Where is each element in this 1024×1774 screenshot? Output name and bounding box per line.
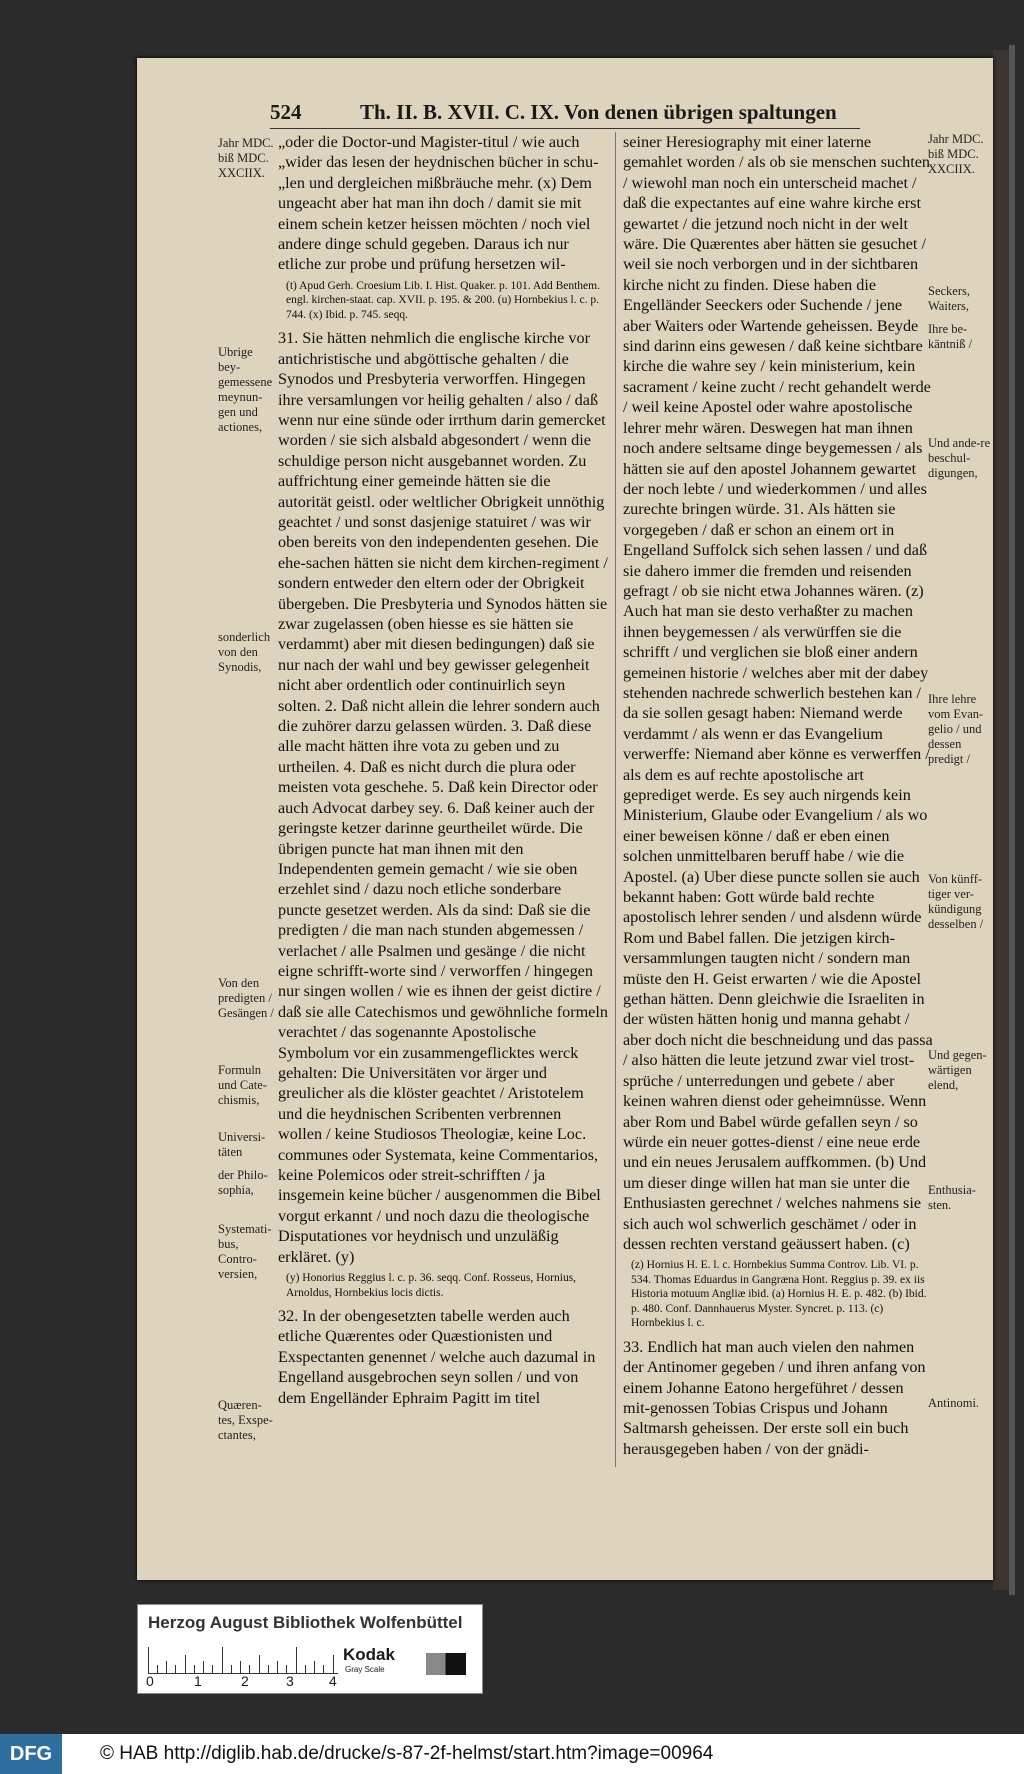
right-margin-note: Antinomi.: [928, 1396, 980, 1410]
left-margin-note: Jahr MDC. biß MDC. XXCIIX.: [218, 136, 274, 180]
scale-number: 4: [329, 1673, 337, 1689]
paragraph: 33. Endlich hat man auch vielen den nahmen der Antinomer gegeben / und ihren anfang von einem Johanne Eatono hergeführet / dessen mit-genossen Tobias Crispus und Johann Saltmarsh geheissen. Der erste soll ein buch herausgegeben haben / von der gnädi-: [623, 1337, 926, 1458]
dfg-logo[interactable]: DFG: [0, 1734, 62, 1774]
right-margin-note: Enthusia-sten.: [928, 1183, 976, 1212]
paragraph: 32. In der obengesetzten tabelle werden auch etliche Quærentes oder Quæstionisten und Exspectanten genennet / welche auch dazumal in Engelland ausgebrochen seyn sollen / und von dem Engelländer Ephraim Pagitt im titel: [278, 1307, 596, 1407]
right-margin-note: Ihre lehre vom Evan-gelio / und dessen predigt /: [928, 692, 984, 766]
gray-scale-label: Gray Scale: [345, 1665, 385, 1674]
book-edge: [1009, 45, 1015, 1595]
paragraph: 31. Sie hätten nehmlich die englische kirche vor antichristische und abgöttische gehalten / die Synodos und Presbyteria verworffen. Hingegen ihre versamlungen vor heilig gehalten / also / daß wenn nur eine sünde oder irrthum darin gemercket worden / sie sich alsbald abgesondert / wenn die schuldige person nicht ausgebannet worden. Zu auffrichtung einer gemeinde hätten sie die autorität geistl. oder weltlicher Obrigkeit unnöthig geachtet / und sonst dasjenige statuiret / was wir oben bereits von den independenten gesehen. Die ehe-sachen hätten sie nicht dem kirchen-regiment / sondern entweder den eltern oder der Obrigkeit übergeben. Die Presbyteria und Synodos hätten sie zwar zugelassen (oben hiesse es sie hätten sie verdammt) aber mit diesen bedingungen) daß sie nur nach der wahl und bey gewisser gelegenheit nicht aber ordentlich oder continuirlich seyn solten. 2. Daß nicht allein die lehrer sondern auch die zuhörer darzu gelassen würden. 3. Daß diese alle macht hätten ihre vota zu geben und zu urtheilen. 4. Daß es nicht durch die plura oder meisten vota geschehe. 5. Daß kein Director oder auch Advocat darbey sey. 6. Daß keiner auch der geringste ketzer darinne geurtheilet würde. Die übrigen puncte hat man ihnen mit den Independenten gemein gemacht / wie sie oben erzehlet sind / dazu noch etliche sonderbare puncte gesetzet werden. Als da sind: Daß sie die predigten / die man nach stunden abgemessen / verlachet / alle Psalmen und gesänge / die nicht eigne schrifft-worte sind / verworffen / hingegen nur singen wollen / wie es ihnen der geist dictire / daß sie alle Catechismos und gewöhnliche formeln verachtet / das sogenannte Apostolische Symbolum vor ein zusammengeflicktes werck gehalten: Die Universitäten vor ärger und greulicher als die klöster geachtet / Aristotelem und die heydnischen Scribenten verbrennen wollen / keine Studiosos Theologiæ, keine Loc. communes oder Systemata, keine Commentarios, keine Polemicos oder streit-schrifften / ja insgemein keine bücher / ausgenommen die Bibel vorgut erkannt / und noch dazu die theologische Disputationes vor heydnisch und unzuläßig erkläret. (y): [278, 329, 608, 1266]
right-margin-note: Von künff-tiger ver-kündigung desselben /: [928, 872, 984, 931]
right-margin-note: Und gegen-wärtigen elend,: [928, 1048, 987, 1092]
page-number: 524: [270, 100, 302, 124]
kodak-logo: Kodak: [343, 1645, 395, 1664]
scale-numbers: [146, 1673, 346, 1689]
copyright-link[interactable]: © HAB http://diglib.hab.de/drucke/s-87-2f-helmst/start.htm?image=00964: [100, 1743, 714, 1764]
color-calibration-card: [137, 1604, 483, 1694]
footnote: (z) Hornius H. E. l. c. Hornbekius Summa Controv. Lib. VI. p. 534. Thomas Eduardus in Gangræna Hont. Reggius p. 39. ex iis Historia motuum Angliæ ibid. (a) Hornius H. E. p. 482. (b) Ibid. p. 480. Conf. Dannhauerus Myster. Syncret. p. 113. (c) Hornbekius l. c.: [631, 1259, 927, 1330]
left-text-column: [278, 132, 608, 1412]
scale-number: 2: [241, 1673, 249, 1689]
ruler-scale: [148, 1647, 338, 1674]
book-spine: [993, 50, 1009, 1590]
right-margin-note: Seckers, Waiters,: [928, 284, 970, 313]
paragraph: „oder die Doctor-und Magister-titul / wie auch „wider das lesen der heydnischen bücher in schu-„len und dergleichen mißbräuche mehr. (x) Dem ungeacht aber hat man ihn doch / damit sie mit einem schein ketzer heissen möchten / noch viel andere dinge schuld gegeben. Daraus ich nur etliche zur probe und prüfung hersetzen wil-: [278, 133, 599, 274]
left-margin-note: Von den predigten / Gesängen /: [218, 976, 274, 1020]
right-margin-note: Und ande-re beschul-digungen,: [928, 436, 991, 480]
left-margin-note: der Philo-sophia,: [218, 1168, 268, 1197]
running-title: Th. II. B. XVII. C. IX. Von denen übrigen spaltungen: [360, 100, 837, 124]
footer-bar: [0, 1734, 1024, 1774]
footnote: (t) Apud Gerh. Croesium Lib. I. Hist. Quaker. p. 101. Add Benthem. engl. kirchen-staat. cap. XVII. p. 195. & 200. (u) Hornbekius l. c. p. 744. (x) Ibid. p. 745. seqq.: [286, 279, 600, 321]
column-divider: [615, 132, 616, 1467]
gray-scale-patch: [406, 1653, 466, 1675]
left-margin-note: Universi-täten: [218, 1130, 266, 1159]
left-margin-note: Quæren-tes, Exspe-ctantes,: [218, 1398, 273, 1442]
header-rule: [270, 128, 860, 129]
left-margin-note: Formuln und Cate-chismis,: [218, 1063, 267, 1107]
right-margin-note: Jahr MDC. biß MDC. XXCIIX.: [928, 132, 984, 176]
scale-number: 0: [146, 1673, 154, 1689]
page-header: [270, 100, 850, 126]
paragraph: seiner Heresiography mit einer laterne gemahlet worden / als ob sie menschen suchten / wiewohl man noch ein unterscheid machet / daß die expectantes auf eine wahre kirche erst gewartet / die jetzund noch nicht in der welt wäre. Die Quærentes aber hätten sie gesuchet / weil sie noch verborgen und in der sichtbaren kirche nicht zu finden. Diese haben die Engelländer Seeckers oder Suchende / jene aber Waiters oder Wartende geheissen. Beyde sind darinn eins gewesen / daß keine sichtbare kirche die wahre sey / kein ministerium, kein sacrament / keine zucht / recht gehandelt werde / weil keine Apostel oder wahre apostolische lehrer mehr wären. Deswegen hat man ihnen noch andere seltsame dinge beygemessen / als hätten sie auf den apostel Johannem gewartet der noch lebte / und wiederkommen / und alles zurechte bringen würde. 31. Als hätten sie vorgegeben / daß er schon an einem ort in Engelland Suffolck sich sehen lassen / und daß sie dahero immer die fremden und reisenden gefragt / ob sie nicht etwa Johannes wären. (z) Auch hat man sie desto verhaßter zu machen ihnen beygemessen / als verwürffen sie die schrifft / und verglichen sie bloß einer andern gemeinen historie / welches aber mit der dabey stehenden nachrede schwerlich bestehen kan / da sie sollen gesagt haben: Niemand werde verdammt / als wenn er das Evangelium verwerffe: Niemand aber könne es verwerffen / als dem es auf rechte apostolische art geprediget werde. Es sey auch nirgends kein Ministerium, Glaube oder Evangelium / als wo einer beweisen könne / daß er eben einen solchen unmittelbaren beruff habe / wie die Apostel. (a) Uber diese puncte sollen sie auch bekannt haben: Gott würde bald rechte apostolisch lehrer senden / und alsdenn würde Rom und Babel fallen. Die jetzigen kirch-versammlungen taugten nicht / sondern man müste den H. Geist erwarten / wie die Apostel gethan hätten. Denn gleichwie die Israeliten in der wüsten hätten honig und manna gehabt / aber doch nicht die beschneidung und das passa / also hätten die leute jetzund zwar viel trost-sprüche / unterredungen und gebete / aber keinen wahren dienst oder geheimnüsse. Wenn aber Rom und Babel würde gefallen seyn / so würde ein neuer gottes-dienst / eine neue erde und ein neues Jerusalem auffkommen. (b) Und um dieser dinge willen hat man sie unter die Enthusiasten gerechnet / welches nahmens sie sich auch wol schwerlich geschämet / oder in dessen rechten verstand geäussert haben. (c): [623, 133, 933, 1253]
footnote: (y) Honorius Reggius l. c. p. 36. seqq. Conf. Rosseus, Hornius, Arnoldus, Hornbekius locis dictis.: [286, 1272, 577, 1299]
left-margin-note: Ubrige bey-gemessene meynun-gen und actiones,: [218, 345, 273, 434]
scale-number: 1: [194, 1673, 202, 1689]
scale-number: 3: [286, 1673, 294, 1689]
right-margin-note: Ihre be-käntniß /: [928, 322, 973, 351]
left-margin-note: Systemati-bus, Contro-versien,: [218, 1222, 272, 1281]
left-margin-note: sonderlich von den Synodis,: [218, 630, 271, 674]
right-text-column: [623, 132, 933, 1463]
library-name: Herzog August Bibliothek Wolfenbüttel: [148, 1613, 463, 1632]
